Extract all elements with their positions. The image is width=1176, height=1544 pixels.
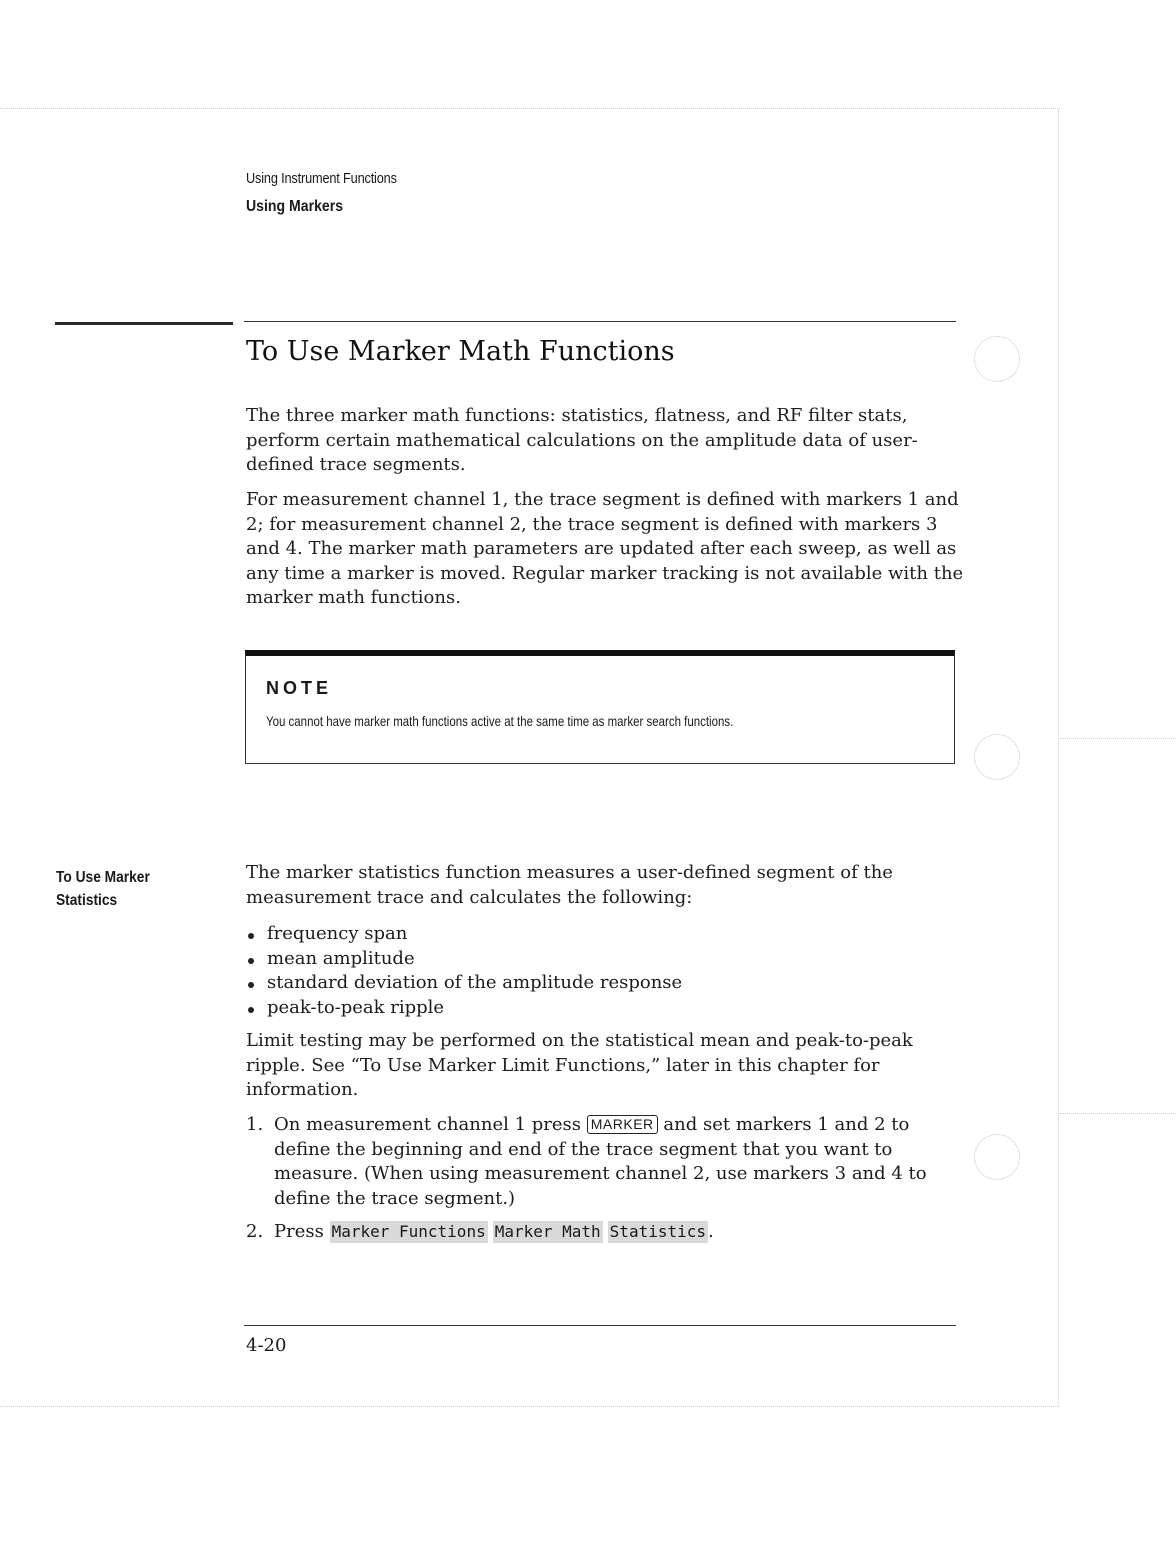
footer-rule bbox=[244, 1325, 956, 1326]
scan-edge-right bbox=[1058, 110, 1059, 1406]
note-box bbox=[245, 650, 955, 764]
softkey-marker-functions: Marker Functions bbox=[331, 1222, 486, 1241]
scan-edge-bottom bbox=[0, 1406, 1060, 1407]
step-1 bbox=[246, 1113, 966, 1211]
section-rule-thick bbox=[55, 322, 233, 325]
step-text-after: and set markers 1 and 2 to define the beginning and end of the trace segment that you want to measure. (When using measurement channel 2, use markers 3 and 4 to define the trace segment.) bbox=[274, 1114, 927, 1209]
softkey-statistics: Statistics bbox=[609, 1222, 706, 1241]
softkey-marker-math: Marker Math bbox=[494, 1222, 601, 1241]
note-label: NOTE bbox=[266, 678, 333, 698]
step-text-before: Press bbox=[274, 1221, 324, 1242]
running-header-section: Using Instrument Functions bbox=[246, 170, 397, 187]
page-title: To Use Marker Math Functions bbox=[246, 336, 675, 367]
statistics-list bbox=[246, 922, 682, 1020]
scan-mark bbox=[1060, 1113, 1176, 1114]
intro-paragraph-2: For measurement channel 1, the trace segment is defined with markers 1 and 2; for measurement channel 2, the trace segment is defined with markers 3 and 4. The marker math parameters are updated after each sweep, as well as any time a marker is moved. Regular marker tracking is not available with the marker math functions. bbox=[246, 489, 964, 608]
limit-paragraph: Limit testing may be performed on the statistical mean and peak-to-peak ripple. See “To Use Marker Limit Functions,” later in this chapter for information. bbox=[246, 1030, 913, 1100]
punch-hole bbox=[974, 1134, 1020, 1180]
statistics-lead: The marker statistics function measures a user-defined segment of the measurement trace and calculates the following: bbox=[246, 862, 893, 908]
step-number: 2. bbox=[246, 1221, 264, 1242]
running-header-subsection: Using Markers bbox=[246, 198, 344, 215]
scan-edge-top bbox=[0, 108, 1060, 109]
note-text: You cannot have marker math functions active at the same time as marker search functions. bbox=[266, 713, 734, 729]
side-heading bbox=[56, 866, 150, 912]
side-heading-line1: To Use Marker bbox=[56, 869, 150, 886]
marker-hardkey: MARKER bbox=[587, 1115, 658, 1134]
step-number: 1. bbox=[246, 1114, 264, 1135]
scan-mark bbox=[1060, 738, 1176, 739]
procedure-steps bbox=[246, 1113, 966, 1254]
list-item: peak-to-peak ripple bbox=[246, 996, 682, 1021]
intro-paragraph-1: The three marker math functions: statistics, flatness, and RF filter stats, perform certain mathematical calculations on the amplitude data of user-defined trace segments. bbox=[246, 405, 918, 475]
punch-hole bbox=[974, 734, 1020, 780]
list-item: frequency span bbox=[246, 922, 682, 947]
list-item: mean amplitude bbox=[246, 947, 682, 972]
side-heading-line2: Statistics bbox=[56, 892, 118, 909]
section-rule bbox=[244, 321, 956, 322]
step-text-before: On measurement channel 1 press bbox=[274, 1114, 582, 1135]
page-number: 4-20 bbox=[246, 1335, 287, 1356]
punch-hole bbox=[974, 336, 1020, 382]
step-2 bbox=[246, 1220, 966, 1245]
step-text-after: . bbox=[708, 1221, 714, 1242]
list-item: standard deviation of the amplitude response bbox=[246, 971, 682, 996]
